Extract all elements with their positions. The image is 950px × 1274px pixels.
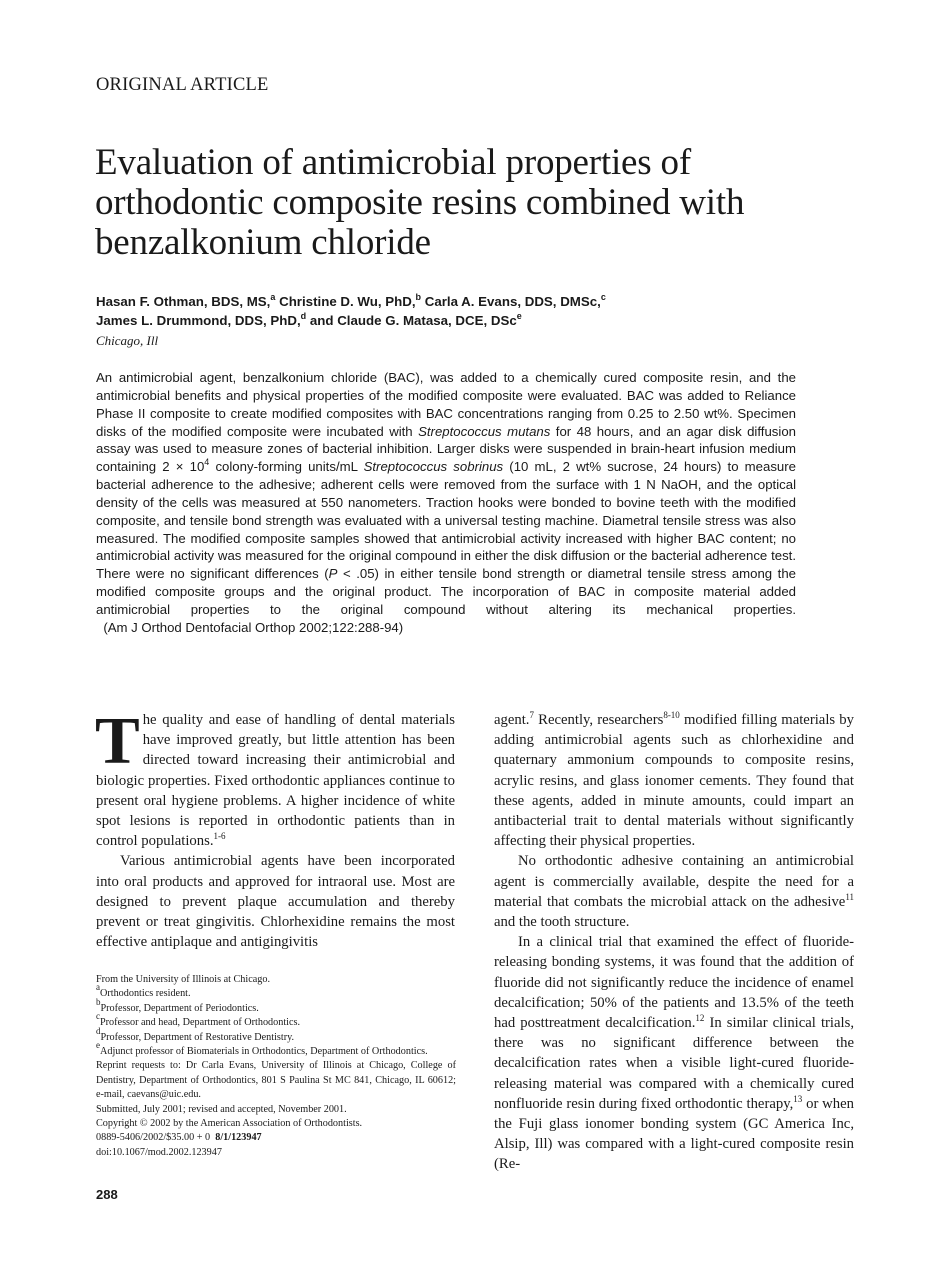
footnote-affiliation: $^b$Professor, Department of Periodontics. — [96, 996, 259, 1014]
abstract-text: An antimicrobial agent, benzalkonium chloride (BAC), was added to a chemically cured composite resin, and the antimicrobial benefits and physical properties of the modified composite were evaluated. BAC was added to Reliance Phase II composite to create modified composites with BAC concentrations ranging from 0.25 to 2.50 wt%. Specimen disks of the modified composite were incubated with Streptococcus mutans for 48 hours, and an agar disk diffusion assay was used to measure zones of bacterial inhibition. Larger disks were suspended in brain-heart infusion medium containing $2 \times 10^4$ colony-forming units/mL Streptococcus sobrinus (10 mL, 2 wt% sucrose, 24 hours) to measure bacterial adherence to the adhesive; adherent cells were removed from the surface with 1 N NaOH, and the optical density of the cells was measured at 550 nanometers. Traction hooks were bonded to bovine teeth with the modified composite, and tensile bond strength was evaluated with a universal testing machine. Diametral tensile stress was also measured. The modified composite samples showed that antimicrobial activity increased with higher BAC content; no antimicrobial activity was measured for the original compound in either the disk diffusion or the bacterial adherence test. There were no significant differences (P < .05) in either tensile bond strength or diametral tensile stress among the modified composite groups and the original product. The incorporation of BAC in composite material added antimicrobial properties to the original compound without altering its mechanical properties. (Am J Orthod Dentofacial Orthop 2002;122:288-94) — [96, 370, 797, 635]
article-title: Evaluation of antimicrobial properties of orthodontic composite resins combined with benzalkonium chloride — [95, 142, 745, 263]
section-label: ORIGINAL ARTICLE — [96, 75, 269, 95]
body-paragraph: agent.$^7$ Recently, researchers$^{8-10}$ modified filling materials by adding antimicrobial agents such as chlorhexidine and quaternary ammonium compounds to composite resins, acrylic resins, and glass ionomer cements. They found that these agents, added in minute amounts, could impart an antibacterial trait to dental materials without significantly affecting their physical properties. — [494, 710, 854, 850]
footnote-affiliation: $^d$Professor, Department of Restorative Dentistry. — [96, 1025, 295, 1043]
author-affiliation-marker: a — [270, 292, 276, 302]
footnote-submitted: Submitted, July 2001; revised and accepted, November 2001. — [96, 1103, 347, 1115]
body-paragraph: No orthodontic adhesive containing an antimicrobial agent is commercially available, despite the need for a material that combats the microbial attack on the adhesive$^{11}$ and the tooth structure. — [494, 853, 854, 931]
drop-cap: T — [95, 704, 140, 778]
citation-ref: 13 — [793, 1093, 803, 1104]
author-name: Carla A. Evans, DDS, DMSc, — [421, 294, 601, 309]
species-name: Streptococcus sobrinus — [363, 459, 504, 475]
author-line-1 — [96, 292, 796, 311]
author-list — [96, 292, 796, 330]
author-line-2 — [96, 311, 796, 330]
footnote-reprint: Reprint requests to: Dr Carla Evans, University of Illinois at Chicago, College of Dentistry, Department of Orthodontics, 801 S Paulina St MC 841, Chicago, IL 60612; e-mail, caevans@uic.edu. — [96, 1060, 456, 1101]
footnote-doi: doi:10.1067/mod.2002.123947 — [96, 1146, 222, 1158]
author-affiliation-marker: d — [300, 311, 307, 321]
author-affiliation-marker: b — [415, 292, 422, 302]
body-paragraph: Various antimicrobial agents have been incorporated into oral products and approved for intraoral use. Most are designed to prevent plaque accumulation and thereby prevent or treat gingivitis. Chlorhexidine remains the most effective antiplaque and antigingivitis — [96, 853, 455, 951]
page-number: 288 — [96, 1187, 118, 1202]
citation-ref: 7 — [529, 710, 534, 720]
footnote-institution: From the University of Illinois at Chicago. — [96, 974, 271, 985]
body-paragraph: In a clinical trial that examined the effect of fluoride-releasing bonding systems, it was found that the addition of fluoride did not significantly reduce the incidence of enamel decalcification; 50% of the patients and 13.5% of the teeth had posttreatment decalcification.$^{12}$ In similar clinical trials, there was no significant difference between the decalcification rates when a visible light-cured fluoride-releasing material was compared with a chemically cured nonfluoride resin during fixed orthodontic therapy,$^{13}$ or when the Fuji glass ionomer bonding system (GC America Inc, Alsip, Ill) was compared with a light-cured composite resin (Re- — [494, 934, 854, 1173]
citation-ref: 11 — [845, 891, 854, 902]
citation-ref: 1-6 — [213, 831, 226, 842]
citation-ref: 12 — [695, 1013, 705, 1024]
citation-ref: 8-10 — [663, 710, 680, 720]
abstract — [96, 369, 796, 637]
author-name: and Claude G. Matasa, DCE, DSc — [306, 313, 517, 328]
footnote-issn: 0889-5406/2002/$35.00 + 0 8/1/123947 — [96, 1132, 262, 1144]
author-affiliation-marker: e — [516, 311, 522, 321]
author-location: Chicago, Ill — [96, 333, 159, 348]
footnote-affiliation: $^a$Orthodontics resident. — [96, 982, 191, 1000]
author-affiliation-marker: c — [600, 292, 606, 302]
author-name: Christine D. Wu, PhD, — [275, 294, 416, 309]
p-value-symbol: P — [328, 566, 338, 582]
footnotes — [96, 973, 456, 1160]
body-column-right — [494, 710, 854, 1175]
body-column-left — [95, 704, 455, 952]
species-name: Streptococcus mutans — [418, 423, 551, 439]
footnote-copyright: Copyright © 2002 by the American Association of Orthodontists. — [96, 1118, 363, 1130]
footnote-affiliation: $^e$Adjunct professor of Biomaterials in Orthodontics, Department of Orthodontics. — [96, 1040, 428, 1058]
footnote-affiliation: $^c$Professor and head, Department of Orthodontics. — [96, 1011, 301, 1029]
author-name: James L. Drummond, DDS, PhD, — [96, 313, 301, 328]
author-name: Hasan F. Othman, BDS, MS, — [96, 294, 271, 309]
body-paragraph: The quality and ease of handling of dental materials have improved greatly, but little attention has been directed toward increasing their antimicrobial and biologic properties. Fixed orthodontic appliances continue to present oral hygiene problems. A higher incidence of white spot lesions is reported in orthodontic patients than in control populations.$^{1-6}$ — [95, 704, 455, 850]
journal-citation: (Am J Orthod Dentofacial Orthop 2002;122:288-94) — [96, 619, 404, 635]
